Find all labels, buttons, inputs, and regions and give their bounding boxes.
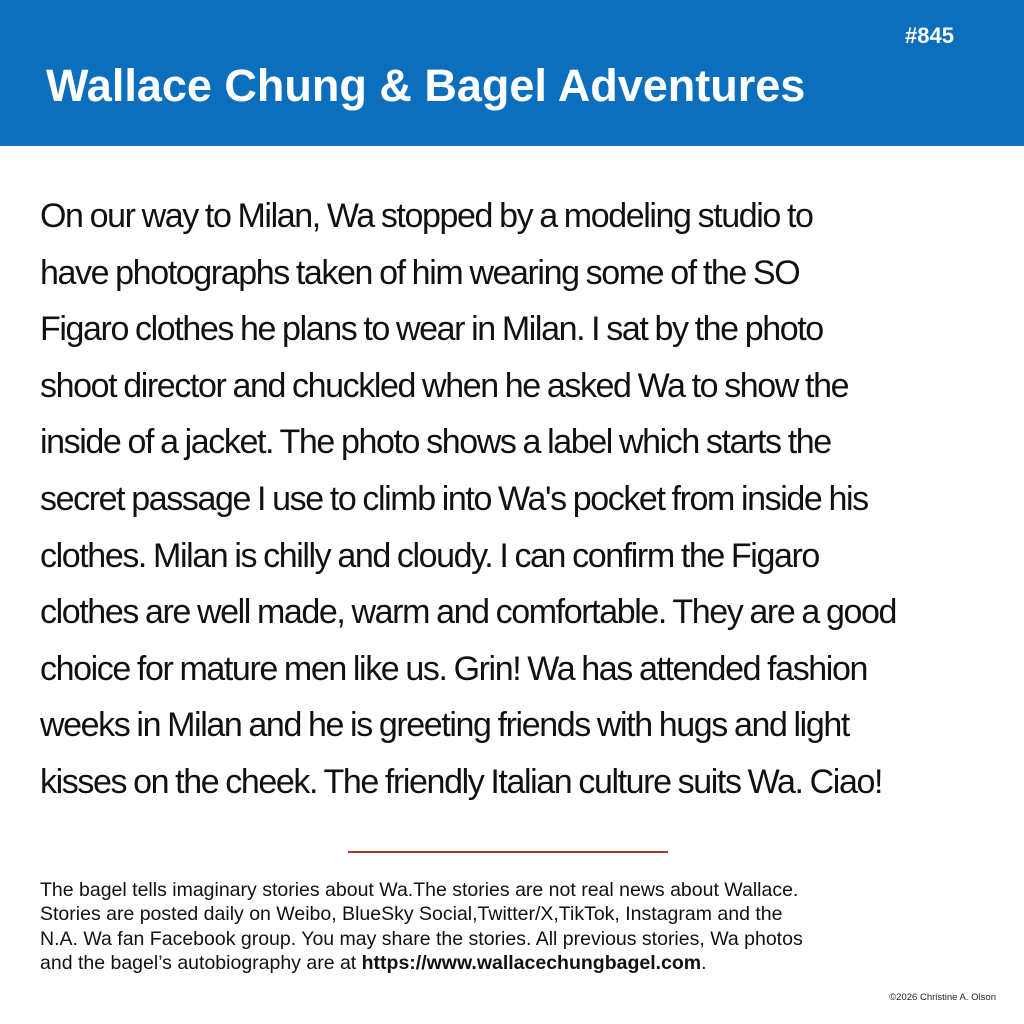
footer-line-prefix: and the bagel’s autobiography are at <box>40 952 362 975</box>
story-number: #845 <box>905 23 954 48</box>
footer-line-suffix: . <box>701 952 707 975</box>
story-line: choice for mature men like us. Grin! Wa has attended fashion <box>40 649 867 688</box>
story-line: Figaro clothes he plans to wear in Milan. I sat by the photo <box>40 310 823 349</box>
section-divider <box>348 851 668 853</box>
story-body <box>40 188 1010 811</box>
story-line: kisses on the cheek. The friendly Italian culture suits Wa. Ciao! <box>40 762 883 801</box>
copyright-notice: ©2026 Christine A. Olson <box>889 992 996 1003</box>
footer-line: The bagel tells imaginary stories about Wa.The stories are not real news about Wallace. <box>40 879 799 901</box>
story-line: On our way to Milan, Wa stopped by a modeling studio to <box>40 197 813 235</box>
story-line: weeks in Milan and he is greeting friends with hugs and light <box>40 706 849 745</box>
title-banner <box>0 0 1024 146</box>
footer-disclaimer <box>40 878 1000 976</box>
footer-line: Stories are posted daily on Weibo, BlueSky Social,Twitter/X,TikTok, Instagram and the <box>40 903 783 926</box>
story-line: inside of a jacket. The photo shows a label which starts the <box>40 423 831 462</box>
story-line: secret passage I use to climb into Wa's pocket from inside his <box>40 479 868 518</box>
footer-line: N.A. Wa fan Facebook group. You may share the stories. All previous stories, Wa photos <box>40 927 803 950</box>
story-line: have photographs taken of him wearing some of the SO <box>40 253 800 292</box>
footer-line-with-link <box>40 951 1000 975</box>
page-title: Wallace Chung & Bagel Adventures <box>46 60 806 111</box>
website-link[interactable]: https://www.wallacechungbagel.com <box>361 952 702 975</box>
story-line: shoot director and chuckled when he asked Wa to show the <box>40 366 849 405</box>
story-line: clothes. Milan is chilly and cloudy. I can confirm the Figaro <box>40 536 819 575</box>
story-line: clothes are well made, warm and comfortable. They are a good <box>40 593 896 632</box>
